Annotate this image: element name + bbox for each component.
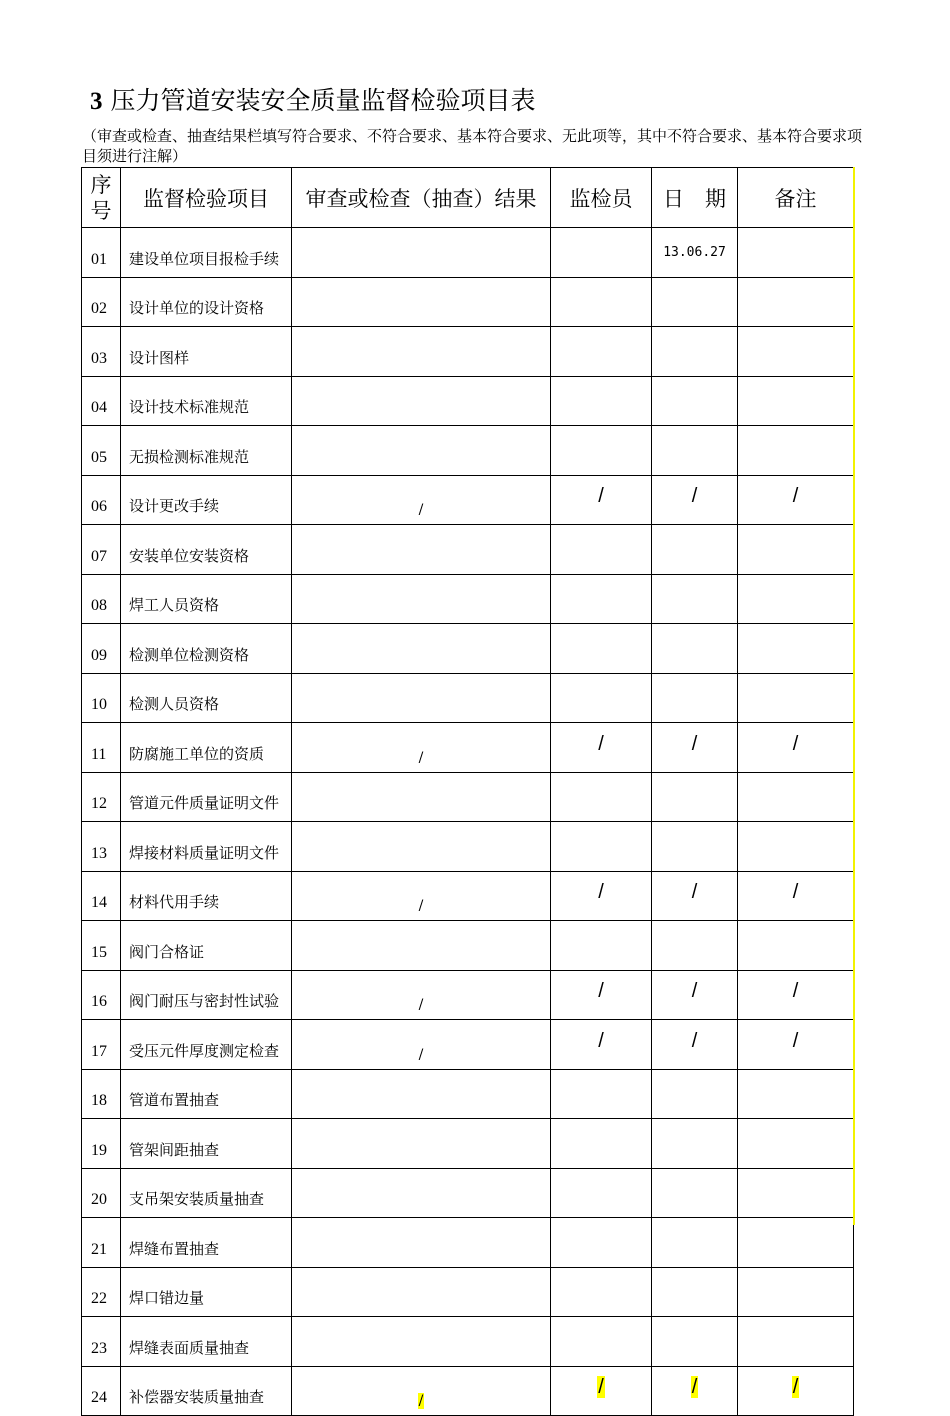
row-inspector <box>551 327 652 377</box>
row-number: 20 <box>82 1168 121 1218</box>
table-row <box>82 1020 854 1070</box>
table-row <box>82 574 854 624</box>
row-number: 16 <box>82 970 121 1020</box>
title-text: 压力管道安装安全质量监督检验项目表 <box>110 86 536 115</box>
row-item: 材料代用手续 <box>121 871 292 921</box>
row-number: 11 <box>82 723 121 773</box>
row-number: 19 <box>82 1119 121 1169</box>
row-result <box>292 822 551 872</box>
row-inspector: / <box>551 1020 652 1070</box>
row-inspector <box>551 772 652 822</box>
row-date <box>652 1069 738 1119</box>
row-remark <box>738 673 854 723</box>
row-inspector <box>551 1168 652 1218</box>
table-row <box>82 228 854 278</box>
table-row <box>82 871 854 921</box>
row-item: 管架间距抽查 <box>121 1119 292 1169</box>
row-result <box>292 1218 551 1268</box>
row-date <box>652 624 738 674</box>
row-inspector <box>551 1119 652 1169</box>
row-result <box>292 624 551 674</box>
row-remark <box>738 1317 854 1367</box>
row-number: 08 <box>82 574 121 624</box>
row-number: 14 <box>82 871 121 921</box>
row-date <box>652 525 738 575</box>
table-row <box>82 1317 854 1367</box>
row-number: 22 <box>82 1267 121 1317</box>
table-row <box>82 1366 854 1416</box>
row-inspector: / <box>551 475 652 525</box>
row-remark <box>738 228 854 278</box>
row-remark: / <box>738 723 854 773</box>
row-remark <box>738 277 854 327</box>
row-remark <box>738 376 854 426</box>
row-number: 12 <box>82 772 121 822</box>
table-row <box>82 921 854 971</box>
row-inspector <box>551 1069 652 1119</box>
row-item: 设计单位的设计资格 <box>121 277 292 327</box>
row-result: / <box>292 1366 551 1416</box>
row-number: 15 <box>82 921 121 971</box>
row-remark <box>738 1218 854 1268</box>
row-number: 09 <box>82 624 121 674</box>
row-inspector: / <box>551 871 652 921</box>
row-item: 检测人员资格 <box>121 673 292 723</box>
row-item: 焊工人员资格 <box>121 574 292 624</box>
row-number: 01 <box>82 228 121 278</box>
row-result <box>292 327 551 377</box>
row-result <box>292 1267 551 1317</box>
row-inspector <box>551 921 652 971</box>
row-result <box>292 426 551 476</box>
row-result <box>292 772 551 822</box>
inspection-table <box>81 167 854 1416</box>
row-result <box>292 1168 551 1218</box>
row-inspector <box>551 1218 652 1268</box>
row-date: / <box>652 475 738 525</box>
header-remark: 备注 <box>738 168 854 228</box>
row-item: 管道布置抽查 <box>121 1069 292 1119</box>
row-item: 阀门耐压与密封性试验 <box>121 970 292 1020</box>
row-number: 17 <box>82 1020 121 1070</box>
header-result: 审查或检查（抽查）结果 <box>292 168 551 228</box>
row-date <box>652 921 738 971</box>
row-item: 设计技术标准规范 <box>121 376 292 426</box>
row-result: / <box>292 723 551 773</box>
row-date <box>652 673 738 723</box>
row-item: 受压元件厚度测定检查 <box>121 1020 292 1070</box>
table-row <box>82 1218 854 1268</box>
row-number: 23 <box>82 1317 121 1367</box>
row-remark: / <box>738 871 854 921</box>
table-row <box>82 426 854 476</box>
row-inspector <box>551 624 652 674</box>
section-number: 3 <box>90 88 103 115</box>
row-date: / <box>652 723 738 773</box>
table-row <box>82 624 854 674</box>
row-remark <box>738 1168 854 1218</box>
row-item: 无损检测标准规范 <box>121 426 292 476</box>
row-item: 设计图样 <box>121 327 292 377</box>
row-item: 焊缝表面质量抽查 <box>121 1317 292 1367</box>
yellow-edge-line <box>853 167 855 1225</box>
table-row <box>82 970 854 1020</box>
row-date: / <box>652 970 738 1020</box>
row-item: 安装单位安装资格 <box>121 525 292 575</box>
row-number: 05 <box>82 426 121 476</box>
row-date <box>652 277 738 327</box>
row-date <box>652 426 738 476</box>
row-item: 设计更改手续 <box>121 475 292 525</box>
row-date <box>652 1317 738 1367</box>
row-inspector <box>551 822 652 872</box>
row-date <box>652 574 738 624</box>
row-date: / <box>652 1020 738 1070</box>
row-result <box>292 574 551 624</box>
row-item: 补偿器安装质量抽查 <box>121 1366 292 1416</box>
row-item: 阀门合格证 <box>121 921 292 971</box>
row-date: / <box>652 871 738 921</box>
row-remark <box>738 327 854 377</box>
row-date <box>652 1218 738 1268</box>
row-remark: / <box>738 1020 854 1070</box>
row-remark <box>738 1119 854 1169</box>
row-inspector <box>551 277 652 327</box>
row-inspector <box>551 1317 652 1367</box>
table-row <box>82 772 854 822</box>
row-remark <box>738 574 854 624</box>
row-inspector: / <box>551 970 652 1020</box>
row-inspector: / <box>551 1366 652 1416</box>
table-row <box>82 277 854 327</box>
table-row <box>82 723 854 773</box>
row-inspector <box>551 426 652 476</box>
table-row <box>82 475 854 525</box>
row-result <box>292 525 551 575</box>
row-number: 04 <box>82 376 121 426</box>
row-number: 18 <box>82 1069 121 1119</box>
row-result: / <box>292 970 551 1020</box>
row-inspector <box>551 376 652 426</box>
row-item: 支吊架安装质量抽查 <box>121 1168 292 1218</box>
row-remark: / <box>738 1366 854 1416</box>
row-date <box>652 1168 738 1218</box>
row-date <box>652 1119 738 1169</box>
row-inspector <box>551 1267 652 1317</box>
row-inspector <box>551 228 652 278</box>
row-item: 检测单位检测资格 <box>121 624 292 674</box>
row-inspector <box>551 574 652 624</box>
table-row <box>82 327 854 377</box>
row-remark <box>738 822 854 872</box>
row-number: 06 <box>82 475 121 525</box>
row-number: 13 <box>82 822 121 872</box>
table-row <box>82 376 854 426</box>
table-row <box>82 1168 854 1218</box>
header-date: 日 期 <box>652 168 738 228</box>
row-item: 管道元件质量证明文件 <box>121 772 292 822</box>
table-row <box>82 673 854 723</box>
row-inspector <box>551 525 652 575</box>
row-item: 防腐施工单位的资质 <box>121 723 292 773</box>
row-date: 13.06.27 <box>652 228 738 278</box>
table-row <box>82 822 854 872</box>
row-number: 02 <box>82 277 121 327</box>
row-result: / <box>292 871 551 921</box>
row-item: 焊接材料质量证明文件 <box>121 822 292 872</box>
row-item: 焊口错边量 <box>121 1267 292 1317</box>
table-row <box>82 1267 854 1317</box>
row-number: 24 <box>82 1366 121 1416</box>
row-remark <box>738 772 854 822</box>
row-result <box>292 376 551 426</box>
page-title <box>90 84 536 119</box>
row-result <box>292 1317 551 1367</box>
row-number: 21 <box>82 1218 121 1268</box>
row-inspector <box>551 673 652 723</box>
row-date <box>652 376 738 426</box>
row-result <box>292 921 551 971</box>
row-result: / <box>292 1020 551 1070</box>
fill-instructions: （审查或检查、抽查结果栏填写符合要求、不符合要求、基本符合要求、无此项等，其中不符合要求、基本符合要求项目须进行注解） <box>82 127 863 165</box>
row-date <box>652 1267 738 1317</box>
row-number: 10 <box>82 673 121 723</box>
row-remark: / <box>738 970 854 1020</box>
row-date <box>652 822 738 872</box>
row-result: / <box>292 475 551 525</box>
row-result <box>292 673 551 723</box>
row-remark <box>738 525 854 575</box>
row-remark <box>738 1069 854 1119</box>
row-remark <box>738 426 854 476</box>
table-row <box>82 1069 854 1119</box>
header-seq: 序 号 <box>82 168 121 228</box>
row-result <box>292 1069 551 1119</box>
header-item: 监督检验项目 <box>121 168 292 228</box>
row-inspector: / <box>551 723 652 773</box>
row-number: 03 <box>82 327 121 377</box>
row-number: 07 <box>82 525 121 575</box>
row-date <box>652 327 738 377</box>
row-remark <box>738 1267 854 1317</box>
row-remark: / <box>738 475 854 525</box>
row-item: 焊缝布置抽查 <box>121 1218 292 1268</box>
row-date <box>652 772 738 822</box>
row-date: / <box>652 1366 738 1416</box>
row-result <box>292 228 551 278</box>
row-item: 建设单位项目报检手续 <box>121 228 292 278</box>
row-remark <box>738 921 854 971</box>
table-row <box>82 525 854 575</box>
row-result <box>292 277 551 327</box>
header-inspector: 监检员 <box>551 168 652 228</box>
table-row <box>82 1119 854 1169</box>
header-row <box>82 168 854 228</box>
row-remark <box>738 624 854 674</box>
row-result <box>292 1119 551 1169</box>
